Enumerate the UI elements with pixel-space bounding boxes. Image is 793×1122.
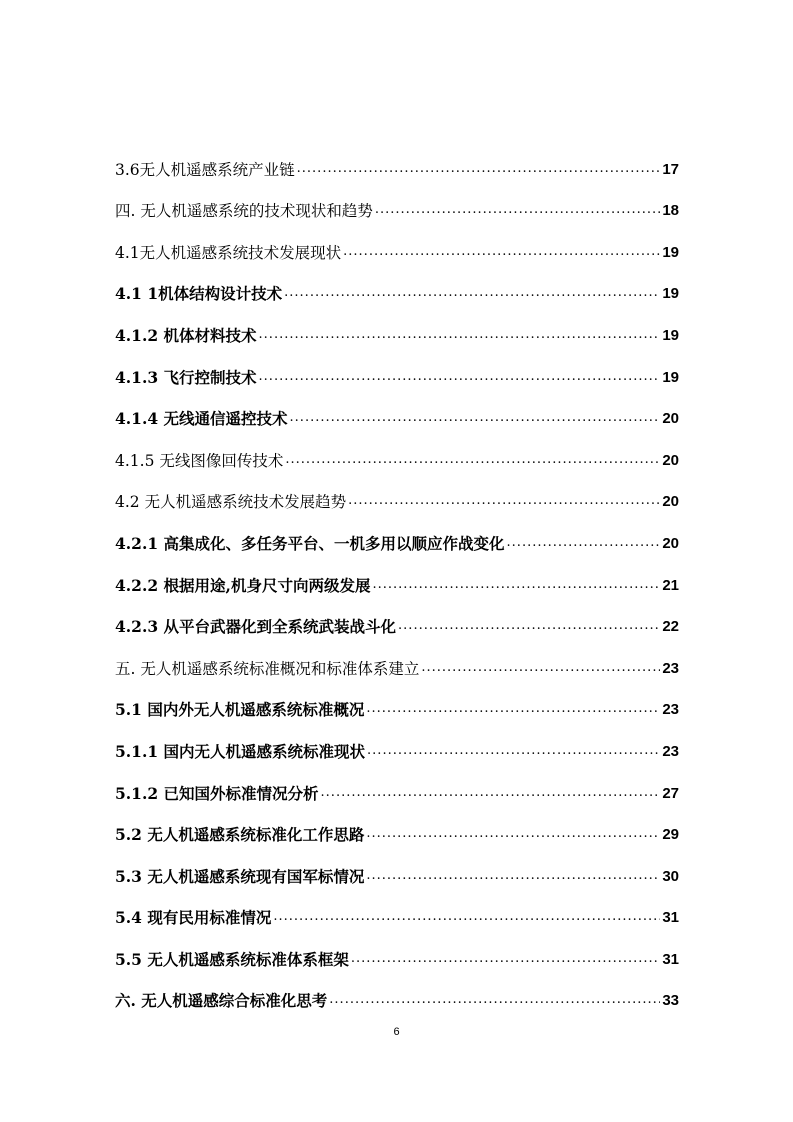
toc-leader-dots <box>273 907 660 927</box>
toc-leader-dots <box>367 741 660 761</box>
toc-entry-label: 5.5 无人机遥感系统标准体系框架 <box>115 949 349 969</box>
toc-entry-page: 19 <box>662 368 679 386</box>
toc-entry-label: 5.1.1 国内无人机遥感系统标准现状 <box>115 741 366 761</box>
toc-leader-dots <box>297 159 661 179</box>
toc-leader-dots <box>285 450 660 470</box>
toc-entry-page: 22 <box>662 618 679 636</box>
toc-entry-page: 20 <box>662 534 679 552</box>
toc-entry[interactable] <box>115 928 679 970</box>
toc-leader-dots <box>329 990 660 1010</box>
toc-entry[interactable] <box>115 596 679 638</box>
toc-entry-label: 3.6无人机遥感系统产业链 <box>115 160 295 179</box>
toc-entry[interactable] <box>115 804 679 846</box>
toc-entry-label: 4.2.2 根据用途,机身尺寸向两级发展 <box>115 575 371 595</box>
toc-entry[interactable] <box>115 679 679 721</box>
toc-entry-page: 23 <box>662 742 679 760</box>
toc-entry-page: 33 <box>662 992 679 1010</box>
toc-leader-dots <box>290 408 661 428</box>
toc-entry-page: 23 <box>662 659 679 677</box>
toc-leader-dots <box>421 658 660 678</box>
toc-leader-dots <box>343 242 660 262</box>
toc-entry-label: 六. 无人机遥感综合标准化思考 <box>115 991 328 1011</box>
toc-entry[interactable] <box>115 221 679 263</box>
toc-leader-dots <box>348 491 660 511</box>
toc-entry-label: 4.2 无人机遥感系统技术发展趋势 <box>115 493 347 512</box>
toc-entry[interactable] <box>115 304 679 346</box>
toc-entry[interactable] <box>115 970 679 1012</box>
toc-entry-label: 4.2.1 高集成化、多任务平台、一机多用以顺应作战变化 <box>115 533 505 553</box>
toc-leader-dots <box>351 949 660 969</box>
toc-leader-dots <box>259 367 661 387</box>
toc-entry[interactable] <box>115 180 679 222</box>
toc-entry[interactable] <box>115 429 679 471</box>
toc-entry-label: 5.3 无人机遥感系统现有国军标情况 <box>115 866 365 886</box>
toc-entry-label: 4.1无人机遥感系统技术发展现状 <box>115 243 342 262</box>
toc-entry[interactable] <box>115 512 679 554</box>
toc-entry-label: 5.2 无人机遥感系统标准化工作思路 <box>115 825 365 845</box>
page-number: 6 <box>393 1026 400 1038</box>
toc-entry-label: 5.1.2 已知国外标准情况分析 <box>115 783 319 803</box>
toc-entry-page: 31 <box>662 950 679 968</box>
toc-entry-page: 23 <box>662 701 679 719</box>
toc-leader-dots <box>375 200 660 220</box>
toc-entry[interactable] <box>115 388 679 430</box>
toc-entry[interactable] <box>115 845 679 887</box>
toc-leader-dots <box>284 283 660 303</box>
toc-entry-label: 4.1.3 飞行控制技术 <box>115 367 257 387</box>
toc-leader-dots <box>372 575 660 595</box>
toc-entry-page: 29 <box>662 826 679 844</box>
toc-entry-page: 27 <box>662 784 679 802</box>
toc-entry-page: 19 <box>662 326 679 344</box>
toc-entry-page: 21 <box>662 576 679 594</box>
toc-entry-label: 4.2.3 从平台武器化到全系统武装战斗化 <box>115 617 397 637</box>
toc-leader-dots <box>398 616 660 636</box>
toc-entry[interactable] <box>115 346 679 388</box>
toc-leader-dots <box>366 699 660 719</box>
toc-entry-page: 31 <box>662 909 679 927</box>
toc-entry-page: 19 <box>662 285 679 303</box>
table-of-contents <box>115 138 679 1011</box>
toc-entry-label: 5.1 国内外无人机遥感系统标准概况 <box>115 700 365 720</box>
toc-entry[interactable] <box>115 720 679 762</box>
toc-entry-page: 18 <box>662 202 679 220</box>
toc-entry-page: 20 <box>662 451 679 469</box>
toc-entry[interactable] <box>115 762 679 804</box>
toc-leader-dots <box>259 325 661 345</box>
toc-entry[interactable] <box>115 554 679 596</box>
toc-entry-label: 4.1 1机体结构设计技术 <box>115 284 283 304</box>
toc-leader-dots <box>366 866 660 886</box>
toc-entry-page: 17 <box>662 160 679 178</box>
toc-entry-page: 20 <box>662 493 679 511</box>
toc-leader-dots <box>321 783 661 803</box>
toc-entry-label: 五. 无人机遥感系统标准概况和标准体系建立 <box>115 659 420 678</box>
toc-entry[interactable] <box>115 637 679 679</box>
toc-entry-label: 4.1.4 无线通信遥控技术 <box>115 409 288 429</box>
toc-entry[interactable] <box>115 138 679 180</box>
toc-entry-label: 四. 无人机遥感系统的技术现状和趋势 <box>115 202 373 221</box>
toc-entry-label: 4.1.2 机体材料技术 <box>115 325 257 345</box>
toc-entry[interactable] <box>115 471 679 513</box>
toc-entry-page: 19 <box>662 243 679 261</box>
toc-leader-dots <box>366 824 660 844</box>
toc-entry-page: 20 <box>662 410 679 428</box>
toc-entry[interactable] <box>115 263 679 305</box>
toc-entry-label: 4.1.5 无线图像回传技术 <box>115 451 284 470</box>
toc-entry[interactable] <box>115 887 679 929</box>
toc-entry-page: 30 <box>662 867 679 885</box>
toc-leader-dots <box>507 533 661 553</box>
toc-entry-label: 5.4 现有民用标准情况 <box>115 908 272 928</box>
